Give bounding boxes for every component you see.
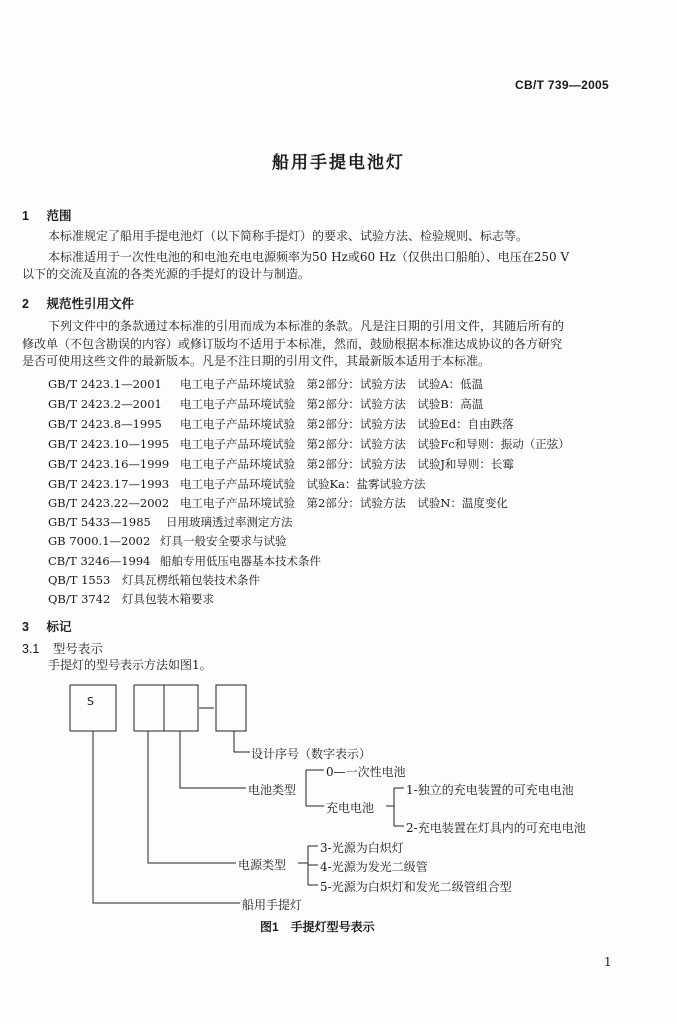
section-2-paragraph-line2: 修改单（不包含勘误的内容）或修订版均不适用于本标准，然而，鼓励根据本标准达成协议的各方研究 xyxy=(22,337,563,351)
page-title: 船用手提电池灯 xyxy=(272,153,405,173)
section-1-number: 1 xyxy=(22,209,29,223)
page-number: 1 xyxy=(604,955,612,969)
subsection-number: 3.1 xyxy=(22,642,40,656)
section-2-number: 2 xyxy=(22,297,29,311)
section-3-title: 标记 xyxy=(46,620,72,634)
rechargeable-label: 充电电池 xyxy=(326,801,375,815)
section-2-title: 规范性引用文件 xyxy=(46,297,134,311)
reference-item: GB/T 2423.1—2001 电工电子产品环境试验 第2部分：试验方法 试验A：低温 xyxy=(48,377,484,391)
section-1-title: 范围 xyxy=(46,209,72,223)
light-type-label: 电源类型 xyxy=(238,858,287,872)
option-1: 1-独立的充电装置的可充电电池 xyxy=(406,783,574,797)
reference-item: GB/T 2423.10—1995 电工电子产品环境试验 第2部分：试验方法 试验Fc和导则：振动（正弦） xyxy=(48,437,570,451)
subsection-title: 型号表示 xyxy=(52,642,103,656)
section-1-paragraph-2a: 本标准适用于一次性电池的和电池充电电源频率为50 Hz或60 Hz（仅供出口船舶）、电压在250 V xyxy=(48,250,570,264)
reference-item: GB/T 2423.2—2001 电工电子产品环境试验 第2部分：试验方法 试验B：高温 xyxy=(48,397,484,411)
option-4: 4-光源为发光二级管 xyxy=(320,860,428,874)
product-label: 船用手提灯 xyxy=(242,898,303,912)
box-serial xyxy=(216,685,246,731)
box-light xyxy=(164,685,198,731)
reference-item: QB/T 3742 灯具包装木箱要求 xyxy=(48,592,214,606)
standard-code: CB/T 739—2005 xyxy=(515,78,609,92)
box-s-label: S xyxy=(87,695,94,708)
battery-type-label: 电池类型 xyxy=(248,783,297,797)
reference-item: GB/T 2423.8—1995 电工电子产品环境试验 第2部分：试验方法 试验Ed：自由跌落 xyxy=(48,417,514,431)
box-battery xyxy=(134,685,164,731)
reference-item: GB/T 2423.16—1999 电工电子产品环境试验 第2部分：试验方法 试验J和导则：长霉 xyxy=(48,457,514,471)
reference-item: GB 7000.1—2002 灯具一般安全要求与试验 xyxy=(48,534,287,548)
section-1-paragraph-2b: 以下的交流及直流的各类光源的手提灯的设计与制造。 xyxy=(22,267,311,281)
reference-item: QB/T 1553 灯具瓦楞纸箱包装技术条件 xyxy=(48,573,260,587)
option-2: 2-充电装置在灯具内的可充电电池 xyxy=(406,821,586,835)
section-3-number: 3 xyxy=(22,620,29,634)
subsection-text: 手提灯的型号表示方法如图1。 xyxy=(48,658,212,672)
option-0: 0—一次性电池 xyxy=(326,765,406,779)
serial-label: 设计序号（数字表示） xyxy=(251,747,372,761)
option-5: 5-光源为白炽灯和发光二级管组合型 xyxy=(320,880,512,894)
section-2-paragraph-line1: 下列文件中的条款通过本标准的引用而成为本标准的条款。凡是注日期的引用文件，其随后所有的 xyxy=(48,319,565,333)
option-3: 3-光源为白炽灯 xyxy=(320,841,404,855)
reference-item: GB/T 5433—1985 日用玻璃透过率测定方法 xyxy=(48,515,293,529)
section-2-paragraph-line3: 是否可使用这些文件的最新版本。凡是不注日期的引用文件，其最新版本适用于本标准。 xyxy=(22,354,491,368)
reference-item: CB/T 3246—1994 船舶专用低压电器基本技术条件 xyxy=(48,554,321,568)
reference-item: GB/T 2423.22—2002 电工电子产品环境试验 第2部分：试验方法 试验N：温度变化 xyxy=(48,496,508,510)
figure-caption: 图1 手提灯型号表示 xyxy=(260,920,375,934)
section-1-paragraph-1: 本标准规定了船用手提电池灯（以下简称手提灯）的要求、试验方法、检验规则、标志等。 xyxy=(48,229,529,243)
box-s xyxy=(70,685,116,731)
reference-item: GB/T 2423.17—1993 电工电子产品环境试验 试验Ka：盐雾试验方法 xyxy=(48,477,426,491)
